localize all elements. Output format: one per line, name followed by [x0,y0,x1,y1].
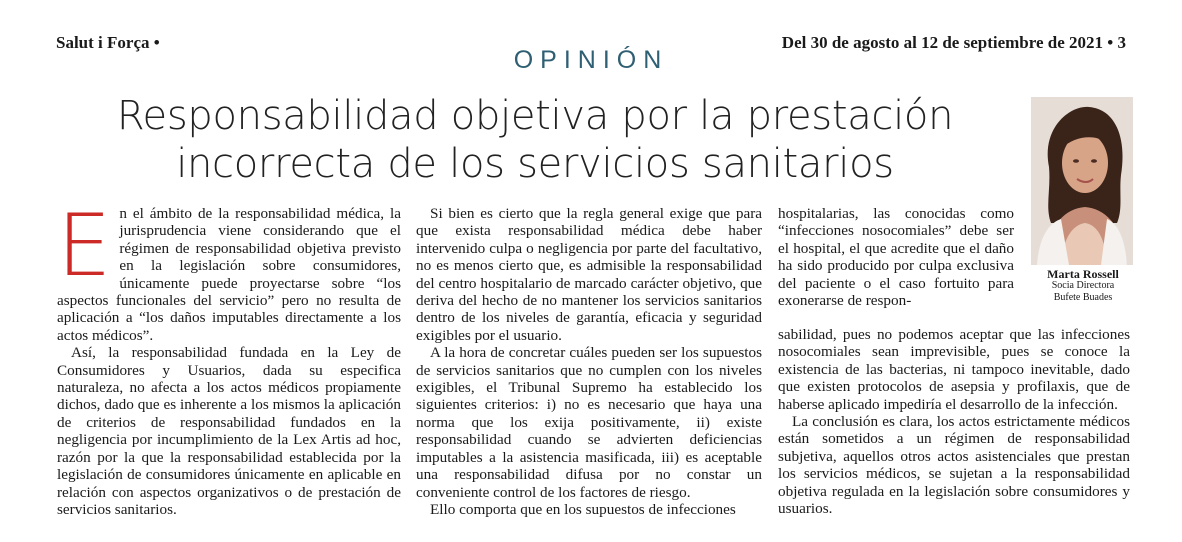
author-name: Marta Rossell [1047,267,1119,281]
drop-cap: E [57,196,112,296]
paragraph: Si bien es cierto que la regla general exige que para que exista responsabilidad médica debe haber intervenido culpa o negligencia por parte del facultativo, no es menos cierto que, es admisible la responsabilidad del centro hospitalario de marcado carácter objetivo, que deriva del hecho de no mantener los servicios sanitarios dentro de los niveles de garantía, eficacia y seguridad exigibles por el usuario. [416,205,762,344]
paragraph: Así, la responsabilidad fundada en la Ley de Consumidores y Usuarios, dada su especifica naturaleza, no afecta a los actos médicos propiamente dichos, dado que es inherente a los mismos la aplicación de criterios de responsabilidad fundados en la negligencia por incumplimiento de la Lex Artis ad hoc, razón por la que la responsabilidad establecida por la legislación de consumidores únicamente en aplicable en relación con aspectos organizativos o de prestación de servicios sanitarios. [57,344,401,518]
author-credit [1024,268,1142,304]
paragraph: A la hora de concretar cuáles pueden ser los supuestos de servicios sanitarios que no cumplen con los niveles exigibles, el Tribunal Supremo ha establecido los siguientes criterios: i) no es necesario que haya una norma que los exija positivamente, ii) existe responsabilidad cuando se advierten deficiencias imputables a la asistencia masificada, iii) es aceptable una responsabilidad difusa por no constar un conveniente control de los factores de riesgo. [416,344,762,501]
publication-name: Salut i Força • [56,33,160,52]
section-title: OPINIÓN [513,46,669,74]
paragraph [57,196,401,344]
article-column-3-bottom [778,326,1130,517]
article-column-3-top [778,205,1014,309]
author-role: Socia Directora [1051,280,1115,291]
author-firm: Bufete Buades [1053,292,1113,303]
paragraph-text: n el ámbito de la responsabilidad médica, la jurisprudencia viene considerando que el régimen de responsabilidad objetiva previsto en la legislación sobre consumidores, únicamente puede proyectarse sobre “los aspectos funcionales del servicio” pero no resulta de aplicación a “los daños imputables directamente a los actos médicos”. [57,205,401,344]
headline-line-1: Responsabilidad objetiva por la prestación [116,93,954,139]
paragraph: hospitalarias, las conocidas como “infecciones nosocomiales” debe ser el hospital, el que acredite que el daño ha sido producido por culpa exclusiva del paciente o el caso fortuito para exonerarse de respon- [778,205,1014,310]
article-column-1 [57,196,401,518]
issue-date-page: Del 30 de agosto al 12 de septiembre de 2021 • 3 [781,33,1126,52]
author-portrait-image [1031,97,1133,265]
article-column-2 [416,205,762,518]
paragraph: La conclusión es clara, los actos estrictamente médicos están sometidos a un régimen de responsabilidad subjetiva, aquellos otros actos asistenciales que prestan los servicios médicos, se sujetan a la responsabilidad objetiva regulada en la legislación sobre consumidores y usuarios. [778,413,1130,518]
headline-line-2: incorrecta de los servicios sanitarios [176,141,894,187]
paragraph: Ello comporta que en los supuestos de infecciones [430,500,736,518]
article-headline [70,92,1000,188]
author-photo [1031,97,1133,265]
paragraph: sabilidad, pues no podemos aceptar que las infecciones nosocomiales sean imprevisible, pues se conoce la existencia de las bacterias, ni tampoco inevitable, dado que existen protocolos de asepsia y profilaxis, que de haberse aplicado impediría el desarrollo de la infección. [778,326,1130,413]
